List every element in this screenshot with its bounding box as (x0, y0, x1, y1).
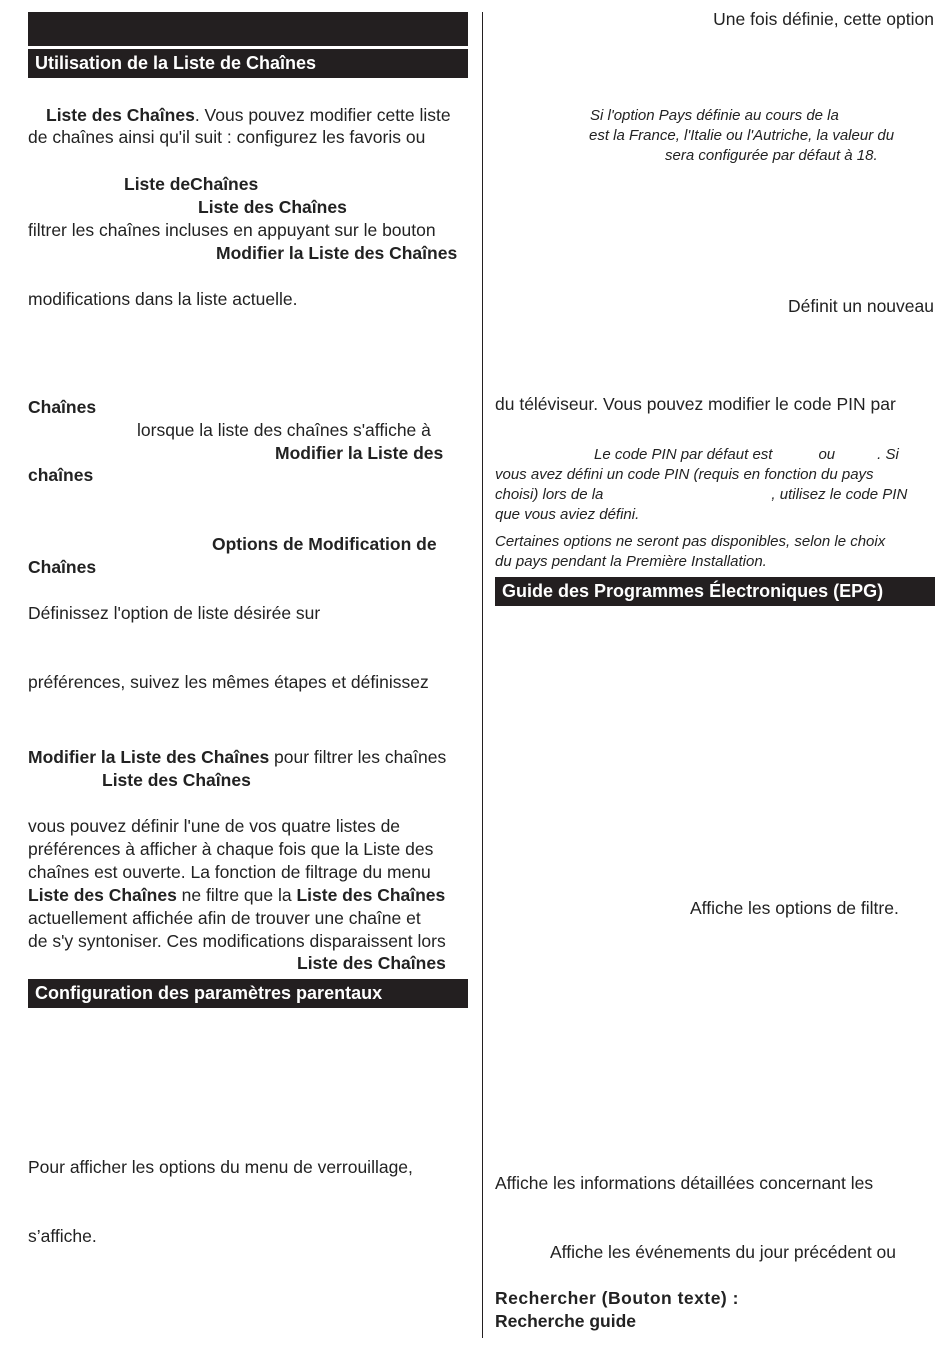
bold-text: Chaînes (28, 557, 97, 577)
paragraph-line: Affiche les événements du jour précédent ou (550, 1242, 897, 1262)
note-line: du pays pendant la Première Installation. (495, 553, 767, 570)
paragraph-line: chaînes est ouverte. La fonction de filtrage du menu (28, 862, 431, 882)
column-divider (482, 12, 483, 1338)
bold-text: Liste des Chaînes (102, 770, 251, 790)
section-heading-parental: Configuration des paramètres parentaux (28, 979, 468, 1008)
note-text: Le code PIN par défaut est (594, 446, 773, 463)
bold-text: Modifier la Liste des (275, 443, 444, 463)
section-heading-epg: Guide des Programmes Électroniques (EPG) (495, 577, 935, 606)
bold-text: Modifier la Liste des Chaînes (216, 243, 458, 263)
paragraph-line: actuellement affichée afin de trouver une chaîne et (28, 908, 421, 928)
text: pour filtrer les chaînes (269, 747, 447, 767)
paragraph-line: filtrer les chaînes incluses en appuyant sur le bouton (28, 220, 436, 240)
bold-text: Liste des Chaînes (28, 885, 177, 905)
note-line (495, 485, 907, 505)
paragraph-line: Affiche les informations détaillées concernant les (495, 1173, 874, 1193)
bold-text: Options de Modification de (212, 534, 437, 554)
paragraph-line: lorsque la liste des chaînes s'affiche à (137, 420, 431, 440)
bold-text: Rechercher (Bouton texte) : (495, 1288, 739, 1308)
bold-text: Modifier la Liste des Chaînes (28, 747, 270, 767)
text: . Vous pouvez modifier cette liste (194, 105, 451, 125)
paragraph-line: Affiche les options de filtre. (690, 898, 899, 918)
paragraph-line: préférences, suivez les mêmes étapes et définissez (28, 672, 429, 692)
paragraph-line: du téléviseur. Vous pouvez modifier le code PIN par (495, 394, 896, 414)
bold-text: Liste deChaînes (124, 174, 259, 194)
paragraph-line: Pour afficher les options du menu de verrouillage, (28, 1157, 413, 1177)
page-header-bar (28, 12, 468, 46)
bold-text: Liste des Chaînes (297, 953, 446, 973)
paragraph-line: Une fois définie, cette option (713, 9, 934, 29)
note-text: choisi) lors de la (495, 486, 604, 503)
paragraph-line: Définissez l'option de liste désirée sur (28, 603, 321, 623)
bold-text: Recherche guide (495, 1311, 637, 1331)
paragraph-line: modifications dans la liste actuelle. (28, 289, 298, 309)
note-text: . Si (877, 446, 899, 463)
paragraph-line (28, 884, 445, 907)
note-line: que vous aviez défini. (495, 506, 640, 523)
section-heading-channel-list: Utilisation de la Liste de Chaînes (28, 49, 468, 78)
note-line: Si l'option Pays définie au cours de la (590, 107, 839, 124)
paragraph-line: s’affiche. (28, 1226, 97, 1246)
bold-text: Liste des Chaînes (46, 105, 195, 125)
note-line: vous avez défini un code PIN (requis en fonction du pays (495, 466, 874, 483)
bold-text: Liste des Chaînes (296, 885, 446, 905)
bold-text: chaînes (28, 465, 94, 485)
note-text: , utilisez le code PIN (771, 486, 908, 503)
bold-text: Liste des Chaînes (198, 197, 347, 217)
paragraph-line: Définit un nouveau (788, 296, 934, 316)
paragraph-line (28, 746, 446, 769)
paragraph-line: vous pouvez définir l'une de vos quatre listes de (28, 816, 401, 836)
paragraph-line: de s'y syntoniser. Ces modifications disparaissent lors (28, 931, 446, 951)
note-line: est la France, l'Italie ou l'Autriche, la valeur du (589, 127, 895, 144)
text: ne filtre que la (176, 885, 297, 905)
paragraph-line: préférences à afficher à chaque fois que la Liste des (28, 839, 434, 859)
note-line: sera configurée par défaut à 18. (665, 147, 878, 164)
note-line (594, 445, 899, 465)
paragraph-line (46, 104, 451, 127)
bold-text: Chaînes (28, 397, 97, 417)
note-text: ou (818, 446, 836, 463)
note-line: Certaines options ne seront pas disponibles, selon le choix (495, 533, 886, 550)
paragraph-line: de chaînes ainsi qu'il suit : configurez les favoris ou (28, 127, 426, 147)
